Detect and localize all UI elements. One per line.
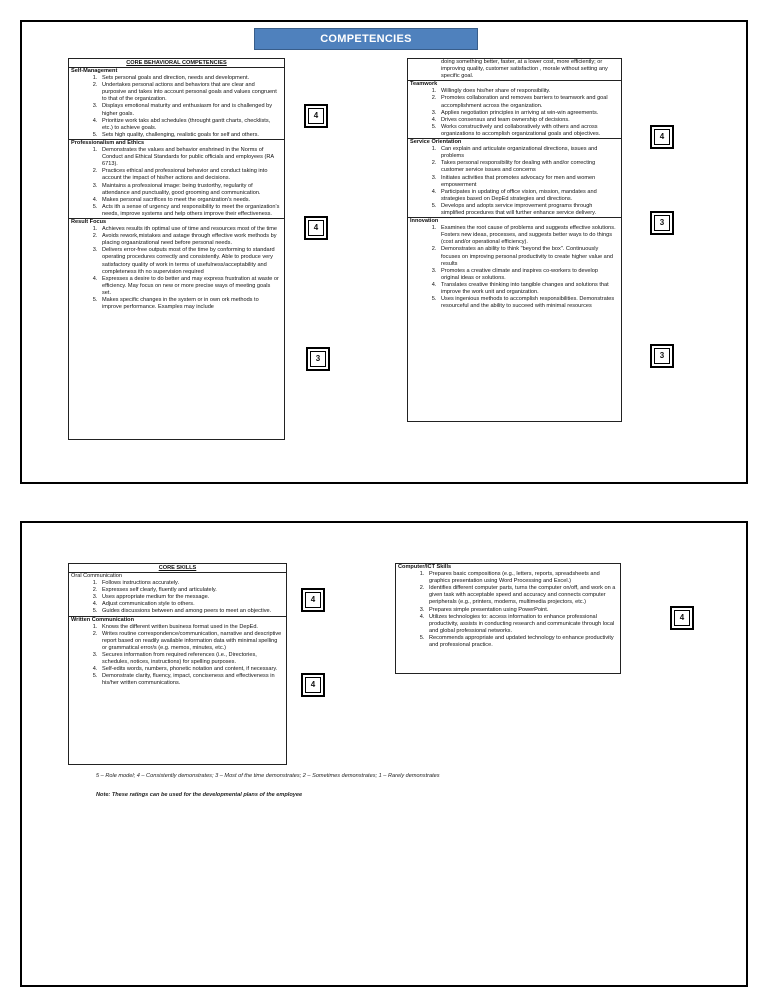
competency-section: [408, 217, 621, 310]
competency-section: [396, 564, 620, 649]
indicator-item: 5. Guides discussions between and among peers to meet an objective.: [99, 608, 282, 615]
competency-section: [69, 573, 286, 616]
indicator-item: 2. Practices ethical and professional behavior and conduct taking into account the impact of his/her actions and decisions.: [99, 168, 280, 182]
indicator-item: 3. Maintains a professional image: being trustorthy, regularity of attendance and punctuality, good grooming and communication.: [99, 183, 280, 197]
indicator-item: 3. Uses appropriate medium for the message.: [99, 594, 282, 601]
indicator-item: 4. Expresses a desire to do better and may express frustration at waste or efficiency. May focus on new or more precise ways of meeting goals set.: [99, 276, 280, 297]
section-title: Professionalism and Ethics: [71, 139, 145, 146]
section-title: Oral Communication: [71, 573, 122, 579]
competency-section: [69, 68, 284, 139]
rating-value: 3: [310, 351, 326, 367]
competency-section: [69, 616, 286, 688]
indicator-item: 2. Demonstrates an ability to think "beyond the box". Continuously focuses on improving personal productivity to create higher value and results: [438, 246, 617, 267]
indicator-item: 2. Takes personal responsibility for dealing with and/or correcting customer service issues and concerns: [438, 160, 617, 174]
rating-value: 3: [654, 215, 670, 231]
rating-box: [306, 347, 330, 371]
indicator-item: 1. Examines the root cause of problems and suggests effective solutions. Fosters new ideas, processes, and suggests better ways to do things (cost and/or operational efficiency).: [438, 225, 617, 246]
competency-section: [69, 218, 284, 311]
indicator-item: 1. Sets personal goals and direction, needs and development.: [99, 75, 280, 82]
indicator-list: [396, 571, 620, 649]
rating-value: 4: [674, 610, 690, 626]
indicator-item: 4. Translates creative thinking into tangible changes and solutions that improve the work unit and organization.: [438, 282, 617, 296]
indicator-item: 5. Acts ith a sense of urgency and responsibility to meet the organization's needs, improve systems and help others improve their effectiveness.: [99, 204, 280, 218]
section-title: Innovation: [410, 218, 439, 225]
rating-value: 3: [654, 348, 670, 364]
indicator-item: 1. Willingly does his/her share of responsibility.: [438, 88, 617, 95]
section-title: Teamwork: [410, 81, 438, 88]
indicator-item: 3. Applies negotiation principles in arriving at win-win agreements.: [438, 110, 617, 117]
rating-box: [304, 104, 328, 128]
page-title: COMPETENCIES: [254, 28, 478, 50]
rating-box: [650, 125, 674, 149]
sections: [396, 564, 620, 649]
indicator-item: 3. Delivers error-free outputs most of the time by conforming to standard operating procedures correctly and consistently. Able to produce very satisfactory quality of work in terms of usefulness/acceptability and completeness ith no supervision required: [99, 247, 280, 275]
sections: [408, 80, 621, 310]
indicator-item: 5. Sets high quality, challenging, realistic goals for self and others.: [99, 132, 280, 139]
indicator-list: [408, 88, 621, 138]
indicator-item: 4. Makes personal sacrifices to meet the organization's needs.: [99, 197, 280, 204]
rating-value: 4: [305, 677, 321, 693]
section-title: Result Focus: [71, 218, 107, 225]
core-skills-box: [68, 563, 287, 765]
indicator-item: 4. Adjust communication style to others.: [99, 601, 282, 608]
section-title: Computer/ICT Skills: [398, 564, 452, 570]
indicator-item: 1. Knows the different written business format used in the DepEd.: [99, 624, 282, 631]
rating-box: [301, 588, 325, 612]
rating-value: 4: [308, 220, 324, 236]
indicator-list: [69, 147, 284, 218]
indicator-item: 4. Prioritize work taks abd schedules (throught gantt charts, checklists, etc.) to achieve goals.: [99, 118, 280, 132]
indicator-list: [408, 146, 621, 217]
rating-box: [301, 673, 325, 697]
indicator-item: 4. Self-edits words, numbers, phonetic notation and content, if necessary.: [99, 666, 282, 673]
indicator-item: 2. Promotes collaboration and removes barriers to teamwork and goal accomplishment across the organization.: [438, 95, 617, 109]
indicator-item: 5. Makes specific changes in the system or in own ork methods to improve performance. Examples may include: [99, 297, 280, 311]
competency-section: [408, 80, 621, 138]
section-title: Service Orientation: [410, 139, 462, 146]
indicator-item: 5. Develops and adopts service improvement programs through simplified procedures that will further enhance service delivery.: [438, 203, 617, 217]
indicator-item: 3. Secures information from required references (i.e., Directories, schedules, notices, instructions) for spelling purposes.: [99, 652, 282, 666]
indicator-item: 3. Initiates activities that promotes advocacy for men and women empowerment: [438, 175, 617, 189]
indicator-item: 1. Can explain and articulate organizational directions, issues and problems: [438, 146, 617, 160]
ratings-note: Note: These ratings can be used for the developmental plans of the employee: [96, 792, 303, 798]
indicator-item: 4. Participates in updating of office vision, mission, mandates and strategies based on DepEd strategies and directions.: [438, 189, 617, 203]
indicator-item: 5. Works constructively and collaboratively with others and across organizations to accomplish organizational goals and objectives.: [438, 124, 617, 138]
rating-value: 4: [308, 108, 324, 124]
indicator-item: 5. Demonstrate clarity, fluency, impact, conciseness and effectiveness in his/her written communications.: [99, 673, 282, 687]
indicator-item: 4. Utilizes technologies to: access information to enhance professional productivity, assists in conducting research and communicate through local and global professional networks.: [426, 614, 616, 635]
indicator-item: 1. Follows instructions accurately.: [99, 580, 282, 587]
box-header: CORE SKILLS: [69, 564, 286, 573]
indicator-item: 5. Uses ingenious methods to accomplish responsibilities. Demonstrates resourceful and the ability to succeed with minimal resources: [438, 296, 617, 310]
competency-section: [408, 138, 621, 217]
competencies-continued-box: [407, 58, 622, 422]
box-header: CORE BEHAVIORAL COMPETENCIES: [69, 59, 284, 68]
indicator-item: 2. Writes routine correspondence/communication, narrative and descriptive report based on readily available information data with minimal spelling or grammatical error/s (e.g. memos, minutes, etc.): [99, 631, 282, 652]
indicator-item: 3. Displays emotional maturity and enthusiasm for and is challenged by higher goals.: [99, 103, 280, 117]
rating-box: [650, 211, 674, 235]
indicator-list: [69, 624, 286, 688]
core-behavioral-competencies-box: [68, 58, 285, 440]
computer-ict-skills-box: [395, 563, 621, 674]
indicator-item: 3. Promotes a creative climate and inspires co-workers to develop original ideas or solutions.: [438, 268, 617, 282]
rating-box: [670, 606, 694, 630]
indicator-list: [69, 580, 286, 615]
continuation-text: doing something better, faster, at a lower cost, more efficiently; or improving quality, customer satisfaction , morale without setting any specific goal.: [441, 59, 608, 80]
indicator-item: 1. Achieves results ith optimal use of time and resources most of the time: [99, 226, 280, 233]
indicator-item: 1. Demonstrates the values and behavior enshrined in the Norms of Conduct and Ethical Standards for public officials and employees (RA 6713).: [99, 147, 280, 168]
indicator-item: 2. Undertakes personal actions and behaviors that are clear and purposive and takes into account personal goals and values congruent to that of the organization.: [99, 82, 280, 103]
sections: [69, 68, 284, 311]
indicator-item: 3. Prepares simple presentation using PowerPoint.: [426, 607, 616, 614]
indicator-item: 2. Identifies different computer parts, turns the computer on/off, and work on a given task with acceptable speed and accuracy and connects computer peripherals (e.g., printers, modems, multimedia projectors, etc.): [426, 585, 616, 606]
rating-box: [650, 344, 674, 368]
indicator-item: 4. Drives consensus and team ownership of decisions.: [438, 117, 617, 124]
indicator-list: [69, 75, 284, 139]
competency-section: [69, 139, 284, 218]
indicator-list: [69, 226, 284, 311]
rating-value: 4: [305, 592, 321, 608]
indicator-list: [408, 225, 621, 310]
rating-legend: 5 – Role model; 4 – Consistently demonstrates; 3 – Most of the time demonstrates; 2 – Sometimes demonstrates; 1 – Rarely demonstrates: [96, 773, 440, 779]
section-title: Written Communication: [71, 616, 134, 623]
sections: [69, 573, 286, 688]
indicator-item: 2. Avoids rework,mistakes and astage through effective work methods by placing orgaanizational need before personal needs.: [99, 233, 280, 247]
indicator-item: 5. Recommends appropriate and updated technology to enhance productivity and professional practice.: [426, 635, 616, 649]
section-title: Self-Management: [71, 68, 118, 74]
indicator-item: 2. Expresses self clearly, fluently and articulately.: [99, 587, 282, 594]
rating-box: [304, 216, 328, 240]
rating-value: 4: [654, 129, 670, 145]
indicator-item: 1. Prepares basic compositions (e.g., letters, reports, spreadsheets and graphics presentation using Word Processing and Excel.): [426, 571, 616, 585]
